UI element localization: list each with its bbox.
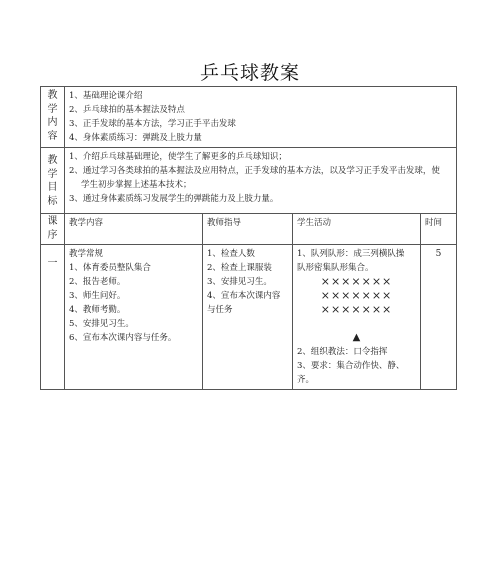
list-item: 1、体育委员整队集合 [69,263,151,273]
teaching-content-label: 教 学 内 容 [41,87,65,148]
list-item: 3、师生问好。 [69,291,126,301]
activity-line: 1、队列队形：成三列横队操 [297,249,405,259]
teacher-position-icon: ▲ [352,332,361,343]
activity-header: 学生活动 [293,214,421,245]
guidance-header: 教师指导 [203,214,293,245]
section-activity [293,245,421,390]
table-header-row [41,214,457,245]
activity-line: 3、要求：集合动作快、静、 [297,361,405,371]
lesson-plan-table [40,86,457,390]
section-number: 一 [41,245,65,390]
lesson-sequence-header: 课 序 [41,214,65,245]
teaching-objectives-label: 教 学 目 标 [41,148,65,214]
list-item: 2、检查上课服装 [207,263,272,273]
objective-line: 2、通过学习各类球拍的基本握法及应用特点，正手发球的基本方法，以及学习正手发平击发球，使 [69,166,440,176]
section-row [41,245,457,390]
list-item: 4、教师考勤。 [69,305,126,315]
list-item: 3、正手发球的基本方法，学习正手平击发球 [69,119,236,129]
content-header: 教学内容 [65,214,203,245]
list-item: 2、乒乓球拍的基本握法及特点 [69,105,185,115]
time-header: 时间 [421,214,457,245]
formation-row: ××××××× [320,303,393,316]
activity-line: 齐。 [297,375,315,385]
list-item: 教学常规 [69,249,104,259]
objective-line: 3、通过身体素质练习发展学生的弹跳能力及上肢力量。 [69,194,279,204]
page-title: 乒乓球教案 [199,62,300,84]
list-item: 4、宣布本次课内容 [207,291,281,301]
list-item: 4、身体素质练习：弹跳及上肢力量 [69,133,202,143]
teaching-objectives-text [65,148,457,214]
section-guidance [203,245,293,390]
list-item: 3、安排见习生。 [207,277,272,287]
section-time: 5 [421,245,457,390]
teaching-objectives-row [41,148,457,214]
section-content [65,245,203,390]
list-item: 5、安排见习生。 [69,319,134,329]
teaching-content-list [65,87,457,148]
objective-line: 1、介绍乒乓球基础理论，使学生了解更多的乒乓球知识； [69,152,287,162]
teaching-content-row [41,87,457,148]
objective-line: 学生初步掌握上述基本技术； [81,180,192,190]
activity-line: 队形密集队形集合。 [297,263,374,273]
list-item: 2、报告老师。 [69,277,126,287]
formation-row: ××××××× [320,289,393,302]
formation-row: ××××××× [320,275,393,288]
list-item: 与任务 [207,305,233,315]
list-item: 6、宣布本次课内容与任务。 [69,333,177,343]
activity-line: 2、组织教法：口令指挥 [297,347,388,357]
list-item: 1、基础理论课介绍 [69,91,143,101]
list-item: 1、检查人数 [207,249,255,259]
